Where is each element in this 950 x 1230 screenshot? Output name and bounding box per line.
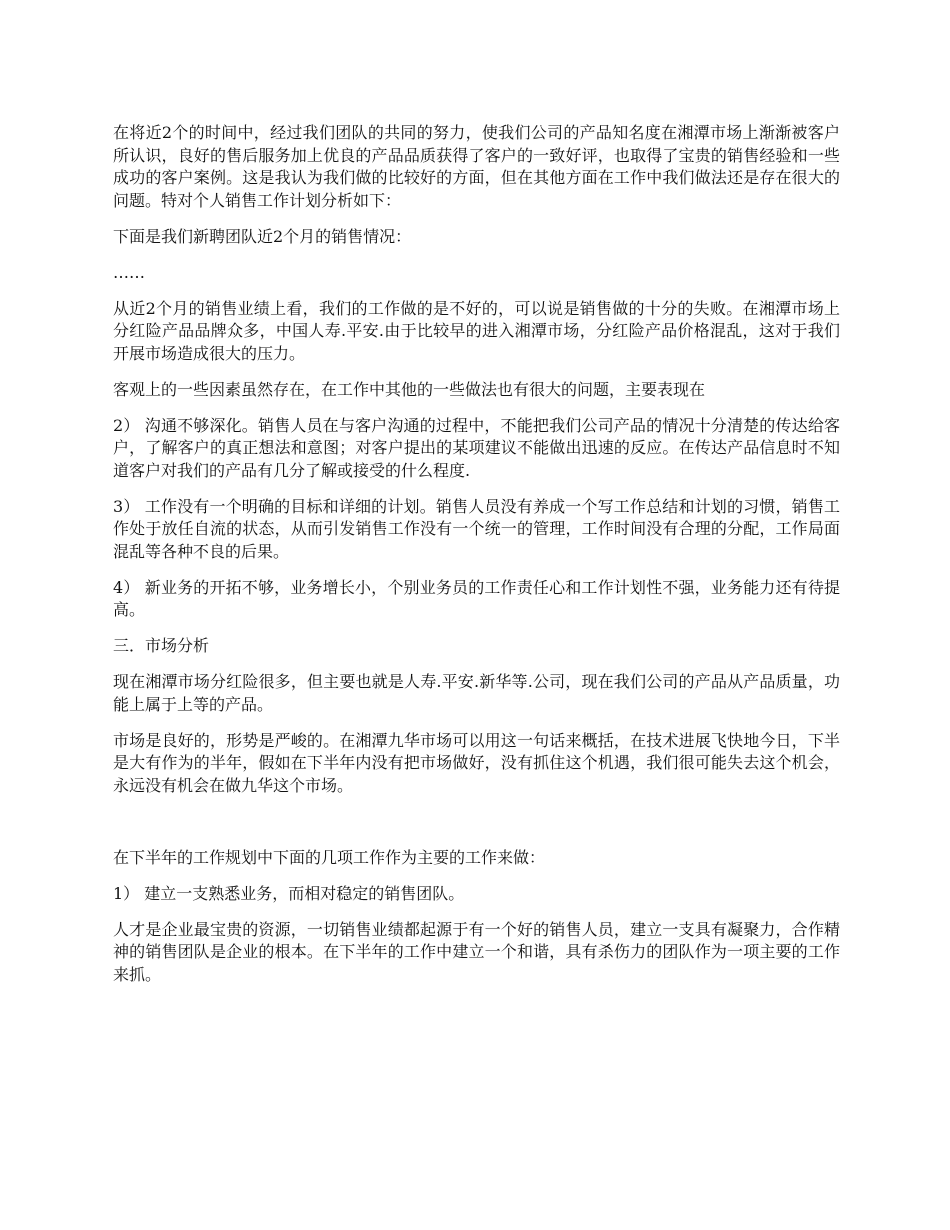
paragraph-ellipsis: …… xyxy=(113,262,145,282)
paragraph-plan-intro: 在下半年的工作规划中下面的几项工作作为主要的工作来做： xyxy=(113,847,546,867)
paragraph-problem-3: 3） 工作没有一个明确的目标和详细的计划。销售人员没有养成一个写工作总结和计划的习惯，销售工作处于放任自流的状态，从而引发销售工作没有一个统一的管理，工作时间没有合理的分配，工作局面混乱等各种不良的后果。 xyxy=(113,496,840,561)
paragraph-market-current: 现在湘潭市场分红险很多，但主要也就是人寿.平安.新华等.公司，现在我们公司的产品从产品质量，功能上属于上等的产品。 xyxy=(113,672,840,714)
section-gap xyxy=(113,811,840,847)
paragraph-problem-4: 4） 新业务的开拓不够，业务增长小，个别业务员的工作责任心和工作计划性不强，业务能力还有待提高。 xyxy=(113,577,840,619)
document-body xyxy=(113,122,840,1000)
paragraph-plan-item-1: 1） 建立一支熟悉业务，而相对稳定的销售团队。 xyxy=(113,883,465,903)
section-heading-market-analysis: 三．市场分析 xyxy=(113,636,210,655)
paragraph-talent: 人才是企业最宝贵的资源，一切销售业绩都起源于有一个好的销售人员，建立一支具有凝聚力，合作精神的销售团队是企业的根本。在下半年的工作中建立一个和谐，具有杀伤力的团队作为一项主要的工作来抓。 xyxy=(113,919,840,984)
paragraph-problem-2: 2） 沟通不够深化。销售人员在与客户沟通的过程中，不能把我们公司产品的情况十分清楚的传达给客户，了解客户的真正想法和意图；对客户提出的某项建议不能做出迅速的反应。在传达产品信息时不知道客户对我们的产品有几分了解或接受的什么程度. xyxy=(113,415,840,480)
paragraph-performance: 从近2个月的销售业绩上看，我们的工作做的是不好的，可以说是销售做的十分的失败。在湘潭市场上分红险产品品牌众多，中国人寿.平安.由于比较早的进入湘潭市场，分红险产品价格混乱，这对于我们开展市场造成很大的压力。 xyxy=(113,298,840,363)
paragraph-intro: 在将近2个的时间中，经过我们团队的共同的努力，使我们公司的产品知名度在湘潭市场上渐渐被客户所认识，良好的售后服务加上优良的产品品质获得了客户的一致好评，也取得了宝贵的销售经验和一些成功的客户案例。这是我认为我们做的比较好的方面，但在其他方面在工作中我们做法还是存在很大的问题。特对个人销售工作计划分析如下： xyxy=(113,123,840,210)
paragraph-sales-situation: 下面是我们新聘团队近2个月的销售情况： xyxy=(113,226,412,246)
paragraph-problems-intro: 客观上的一些因素虽然存在，在工作中其他的一些做法也有很大的问题，主要表现在 xyxy=(113,379,706,399)
paragraph-market-outlook: 市场是良好的，形势是严峻的。在湘潭九华市场可以用这一句话来概括，在技术进展飞快地今日，下半是大有作为的半年，假如在下半年内没有把市场做好，没有抓住这个机遇，我们很可能失去这个机会，永远没有机会在做九华这个市场。 xyxy=(113,730,840,795)
